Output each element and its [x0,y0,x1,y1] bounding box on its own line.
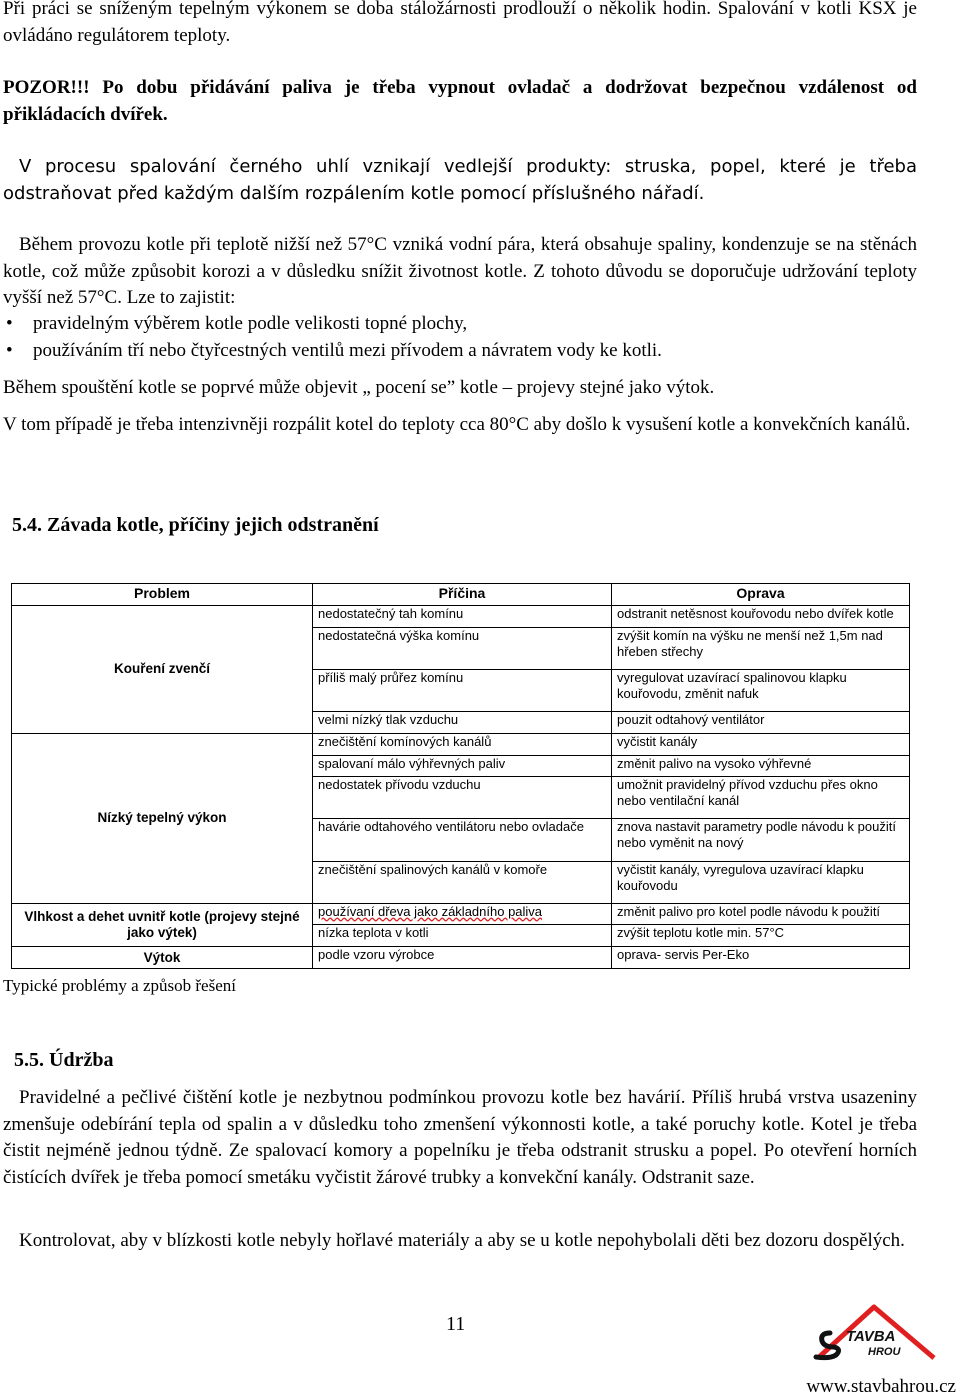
problem-cell: Vlhkost a dehet uvnitř kotle (projevy stejné jako výtek) [12,903,313,946]
cause-cell: příliš malý průřez komínu [313,669,612,711]
fix-cell: zvýšit komín na výšku ne menší než 1,5m nad hřeben střechy [612,627,910,669]
table-row [12,903,910,925]
fix-cell: znova nastavit parametry podle návodu k použití nebo vyměnit na nový [612,819,910,861]
problem-cell: Nízký tepelný výkon [12,733,313,903]
fix-cell: zvýšit teplotu kotle min. 57°C [612,925,910,947]
fix-cell: odstranit netěsnost kouřovodu nebo dvířek kotle [612,606,910,628]
header-fix: Oprava [612,584,910,606]
fix-cell: vyregulovat uzavírací spalinovou klapku kouřovodu, změnit nafuk [612,669,910,711]
fix-cell: změnit palivo na vysoko výhřevné [612,755,910,777]
paragraph-byproducts: V procesu spalování černého uhlí vznikají vedlejší produkty: struska, popel, které je třeba odstraňovat před každým dalším rozpálením kotle pomocí příslušného nářadí. [3,156,917,204]
paragraph-maintenance: Pravidelné a pečlivé čištění kotle je nezbytnou podmínkou provozu kotle bez havárií. Příliš hrubá vrstva usazeniny zmenšuje odebírání tepla od spalin a v důsledku toho zmenšení výkonnosti kotle, a také poruchy kotle. Kotel je třeba čistit nejméně jednou týdně. Ze spalovací komory a popelníku je třeba odstranit strusku a popel. Po otevření horních čistících dvířek je třeba pomocí smetáku vyčistit žárové trubky a konvekční kanály. Odstranit saze. [3,1087,917,1188]
cause-cell: používaní dřeva jako základního paliva [313,903,612,925]
section-heading-5-5: 5.5. Údržba [14,1049,114,1071]
cause-cell: nedostatečná výška komínu [313,627,612,669]
table-row [12,733,910,755]
problem-cell: Výtok [12,947,313,969]
fault-table-image [11,583,909,969]
cause-cell: nízka teplota v kotli [313,925,612,947]
problem-cell: Kouření zvenčí [12,606,313,734]
fault-table [11,583,910,969]
svg-text:HROU: HROU [868,1346,901,1358]
table-caption: Typické problémy a způsob řešení [3,976,236,995]
bullet-list [3,311,917,364]
cause-cell: znečištění spalinových kanálů v komoře [313,861,612,903]
table-header-row [12,584,910,606]
cause-cell: spalovaní málo výhřevných paliv [313,755,612,777]
paragraph-sweating: Během spouštění kotle se poprvé může objevit „ pocení se” kotle – projevy stejné jako výtok. [3,377,715,398]
paragraph-safety: Kontrolovat, aby v blízkosti kotle nebyly hořlavé materiály a aby se u kotle nepohybolali děti bez dozoru dospělých. [19,1230,905,1251]
list-item: • pravidelným výběrem kotle podle velikosti topné plochy, [6,313,468,334]
cause-cell: podle vzoru výrobce [313,947,612,969]
fix-cell: vyčistit kanály [612,733,910,755]
cause-cell: nedostatek přívodu vzduchu [313,777,612,819]
fix-cell: vyčistit kanály, vyregulova uzavírací klapku kouřovodu [612,861,910,903]
paragraph-drying: V tom případě je třeba intenzivněji rozpálit kotel do teploty cca 80°C aby došlo k vysušení kotle a konvekčních kanálů. [3,414,911,435]
paragraph-condensation: Během provozu kotle při teplotě nižší než 57°C vzniká vodní pára, která obsahuje spaliny, kondenzuje se na stěnách kotle, což může způsobit korozi a v důsledku snížit životnost kotle. Z tohoto důvodu se doporučuje udržování teploty vyšší než 57°C. Lze to zajistit: [3,234,917,308]
website-link[interactable]: www.stavbahrou.cz [806,1376,956,1397]
fix-cell: umožnit pravidelný přívod vzduchu přes okno nebo ventilační kanál [612,777,910,819]
header-problem: Problem [12,584,313,606]
list-item: • používáním tří nebo čtyřcestných ventilů mezi přívodem a návratem vody ke kotli. [6,339,662,361]
table-row [12,606,910,628]
fix-cell: pouzit odtahový ventilátor [612,712,910,734]
cause-cell: havárie odtahového ventilátoru nebo ovladače [313,819,612,861]
section-heading-5-4: 5.4. Závada kotle, příčiny jejich odstranění [12,514,379,536]
table-row [12,947,910,969]
stavba-hrou-logo [812,1303,940,1365]
cause-cell: velmi nízký tlak vzduchu [313,712,612,734]
fix-cell: oprava- servis Per-Eko [612,947,910,969]
paragraph-boiler-power: Při práci se sníženým tepelným výkonem se doba stáložárnosti prodlouží o několik hodin. Spalování v kotli KSX je ovládáno regulátorem teploty. [3,0,917,46]
warning-paragraph: POZOR!!! Po dobu přidávání paliva je třeba vypnout ovladač a dodržovat bezpečnou vzdálenost od přikládacích dvířek. [3,77,917,125]
cause-cell: nedostatečný tah komínu [313,606,612,628]
page-number: 11 [446,1313,466,1335]
svg-text:TAVBA: TAVBA [846,1328,896,1345]
header-cause: Příčina [313,584,612,606]
fix-cell: změnit palivo pro kotel podle návodu k použití [612,903,910,925]
cause-cell: znečištění komínových kanálů [313,733,612,755]
